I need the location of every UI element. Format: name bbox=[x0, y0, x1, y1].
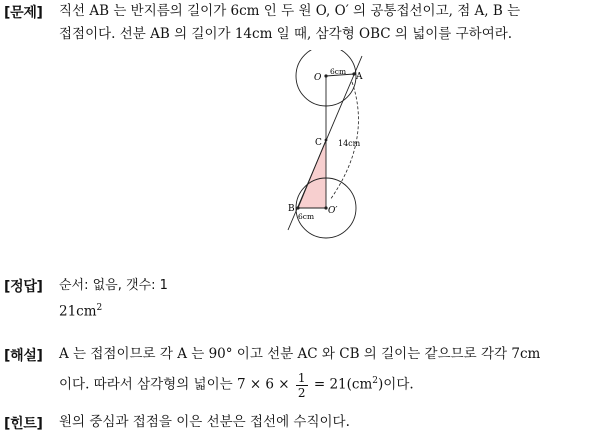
explanation-text bbox=[59, 343, 586, 400]
point-c bbox=[325, 139, 328, 142]
answer-tag: [정답] bbox=[4, 279, 43, 295]
fraction-numerator: 1 bbox=[297, 370, 306, 385]
answer-value-text: 21cm bbox=[59, 303, 97, 320]
answer-value-sup: 2 bbox=[96, 303, 103, 313]
hint-tag: [힌트] bbox=[4, 416, 43, 432]
label-b: B bbox=[288, 204, 295, 214]
hint-line-1: 원의 중심과 접점을 이은 선분은 접선에 수직이다. bbox=[59, 414, 350, 430]
point-o bbox=[324, 74, 327, 77]
label-14cm: 14cm bbox=[338, 139, 361, 148]
label-a: A bbox=[356, 72, 363, 82]
label-o: O bbox=[314, 73, 322, 83]
point-b bbox=[296, 206, 299, 209]
problem-line-1: 직선 AB 는 반지름의 길이가 6cm 인 두 원 O, O′ 의 공통접선이고, 점 A, B 는 bbox=[59, 3, 521, 19]
explanation-line-2-sup: 2 bbox=[372, 376, 379, 386]
explanation-tag: [해설] bbox=[4, 348, 43, 364]
explanation-line-2 bbox=[59, 370, 586, 400]
fraction-one-half bbox=[296, 371, 308, 400]
problem-text bbox=[59, 0, 586, 46]
explanation-line-2-post: = 21(cm bbox=[313, 376, 373, 393]
hint-text bbox=[59, 411, 586, 434]
problem-tag: [문제] bbox=[4, 5, 43, 21]
label-6cm-bottom: 6cm bbox=[298, 212, 315, 221]
fraction-denominator: 2 bbox=[297, 385, 306, 400]
answer-text bbox=[59, 274, 586, 324]
label-6cm-top: 6cm bbox=[330, 67, 347, 76]
geometry-figure bbox=[280, 50, 390, 245]
problem-line-2: 접점이다. 선분 AB 의 길이가 14cm 일 때, 삼각형 OBC 의 넓이를 구하여라. bbox=[59, 26, 513, 42]
explanation-line-2-end: )이다. bbox=[378, 376, 414, 393]
answer-line-1: 순서: 없음, 갯수: 1 bbox=[59, 278, 168, 293]
answer-value bbox=[59, 297, 586, 324]
explanation-line-1: A 는 접점이므로 각 A 는 90° 이고 선분 AC 와 CB 의 길이는 같으므로 각각 7cm bbox=[59, 346, 541, 362]
explanation-line-2-pre: 이다. 따라서 삼각형의 넓이는 7 × 6 × bbox=[59, 376, 290, 393]
label-c: C bbox=[315, 138, 322, 148]
label-o-prime: O′ bbox=[328, 206, 338, 216]
